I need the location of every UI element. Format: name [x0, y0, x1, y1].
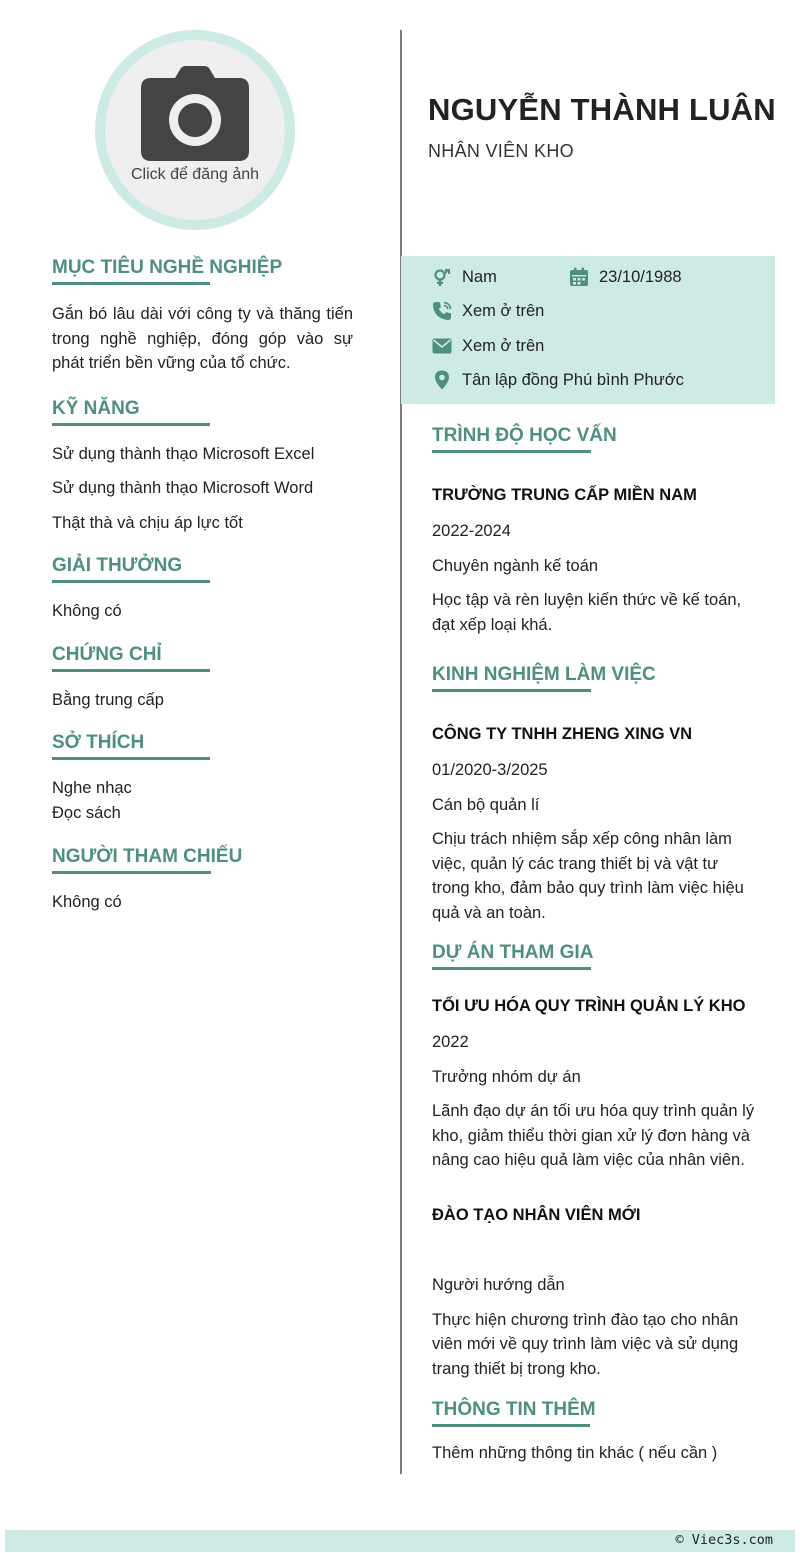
certificates-text: Bằng trung cấp: [52, 690, 164, 709]
birthday-value: 23/10/1988: [599, 267, 682, 286]
hobbies-heading: SỞ THÍCH: [52, 731, 210, 760]
candidate-name: NGUYỄN THÀNH LUÂN: [428, 92, 776, 127]
project-role: Người hướng dẫn: [432, 1276, 565, 1294]
education-description: Học tập và rèn luyện kiến thức về kế toán, đạt xếp loại khá.: [432, 591, 742, 634]
education-heading: TRÌNH ĐỘ HỌC VẤN: [432, 424, 591, 453]
contact-email: [432, 336, 544, 356]
calendar-icon: [569, 267, 589, 287]
references-text: Không có: [52, 893, 122, 911]
experience-period: 01/2020-3/2025: [432, 761, 548, 779]
phone-icon: [432, 301, 452, 321]
column-divider: [400, 30, 402, 1474]
skill-item: Thật thà và chịu áp lực tốt: [52, 513, 243, 532]
experience-description: Chịu trách nhiệm sắp xếp công nhân làm việc, quản lý các trang thiết bị và vật tư trong kho, đảm bảo quy trình làm việc hiệu quả và an toàn.: [432, 830, 744, 922]
skill-item: Sử dụng thành thạo Microsoft Excel: [52, 444, 315, 463]
email-value[interactable]: Xem ở trên: [462, 336, 545, 355]
project-description: Thực hiện chương trình đào tạo cho nhân viên mới về quy trình làm việc và sử dụng trang thiết bị trong kho.: [432, 1310, 739, 1378]
contact-phone: [432, 301, 544, 321]
project-name: ĐÀO TẠO NHÂN VIÊN MỚI: [432, 1205, 641, 1224]
hobby-item: Đọc sách: [52, 803, 121, 822]
phone-value[interactable]: Xem ở trên: [462, 301, 545, 320]
objective-text: Gắn bó lâu dài với công ty và thăng tiến trong nghề nghiệp, đóng góp vào sự phát triển bền vững của tổ chức.: [52, 305, 353, 372]
envelope-icon: [432, 336, 452, 356]
education-period: 2022-2024: [432, 522, 511, 540]
contact-box: [401, 256, 775, 404]
certificates-heading: CHỨNG CHỈ: [52, 643, 210, 672]
left-column: [52, 256, 353, 915]
hobby-item: Nghe nhạc: [52, 779, 132, 797]
gender-value: Nam: [462, 267, 497, 286]
contact-birthday: [569, 267, 682, 287]
experience-position: Cán bộ quản lí: [432, 795, 540, 814]
education-major: Chuyên ngành kế toán: [432, 556, 599, 575]
objective-heading: MỤC TIÊU NGHỀ NGHIỆP: [52, 256, 210, 285]
project-name: TỐI ƯU HÓA QUY TRÌNH QUẢN LÝ KHO: [432, 997, 746, 1015]
education-school: TRƯỜNG TRUNG CẤP MIỀN NAM: [432, 486, 697, 504]
skill-item: Sử dụng thành thạo Microsoft Word: [52, 479, 314, 497]
address-value: Tân lập đồng Phú bình Phước: [462, 370, 684, 389]
experience-heading: KINH NGHIỆM LÀM VIỆC: [432, 663, 591, 692]
contact-address: [432, 370, 684, 390]
job-title: NHÂN VIÊN KHO: [428, 141, 574, 161]
photo-caption[interactable]: Click để đăng ảnh: [130, 166, 260, 183]
camera-icon[interactable]: [141, 66, 249, 161]
right-column: [432, 424, 760, 1466]
project-year: 2022: [432, 1033, 469, 1051]
skills-list: [52, 442, 353, 536]
experience-company: CÔNG TY TNHH ZHENG XING VN: [432, 725, 693, 743]
project-year: [432, 1239, 760, 1264]
references-heading: NGƯỜI THAM CHIẾU: [52, 845, 211, 874]
contact-gender: [432, 267, 497, 287]
additional-info-heading: THÔNG TIN THÊM: [432, 1398, 590, 1427]
footer-bar: [5, 1530, 795, 1552]
hobbies-list: [52, 776, 353, 825]
additional-info-text: Thêm những thông tin khác ( nếu cần ): [432, 1444, 718, 1462]
project-description: Lãnh đạo dự án tối ưu hóa quy trình quản lý kho, giảm thiểu thời gian xử lý đơn hàng và nâng cao hiệu quả làm việc của nhân viên.: [432, 1102, 755, 1169]
awards-text: Không có: [52, 602, 122, 620]
projects-heading: DỰ ÁN THAM GIA: [432, 941, 591, 970]
project-role: Trưởng nhóm dự án: [432, 1067, 581, 1086]
awards-heading: GIẢI THƯỞNG: [52, 554, 210, 583]
location-pin-icon: [432, 370, 452, 390]
copyright-text[interactable]: © Viec3s.com: [675, 1532, 773, 1548]
skills-heading: KỸ NĂNG: [52, 397, 210, 426]
gender-icon: [432, 267, 452, 287]
